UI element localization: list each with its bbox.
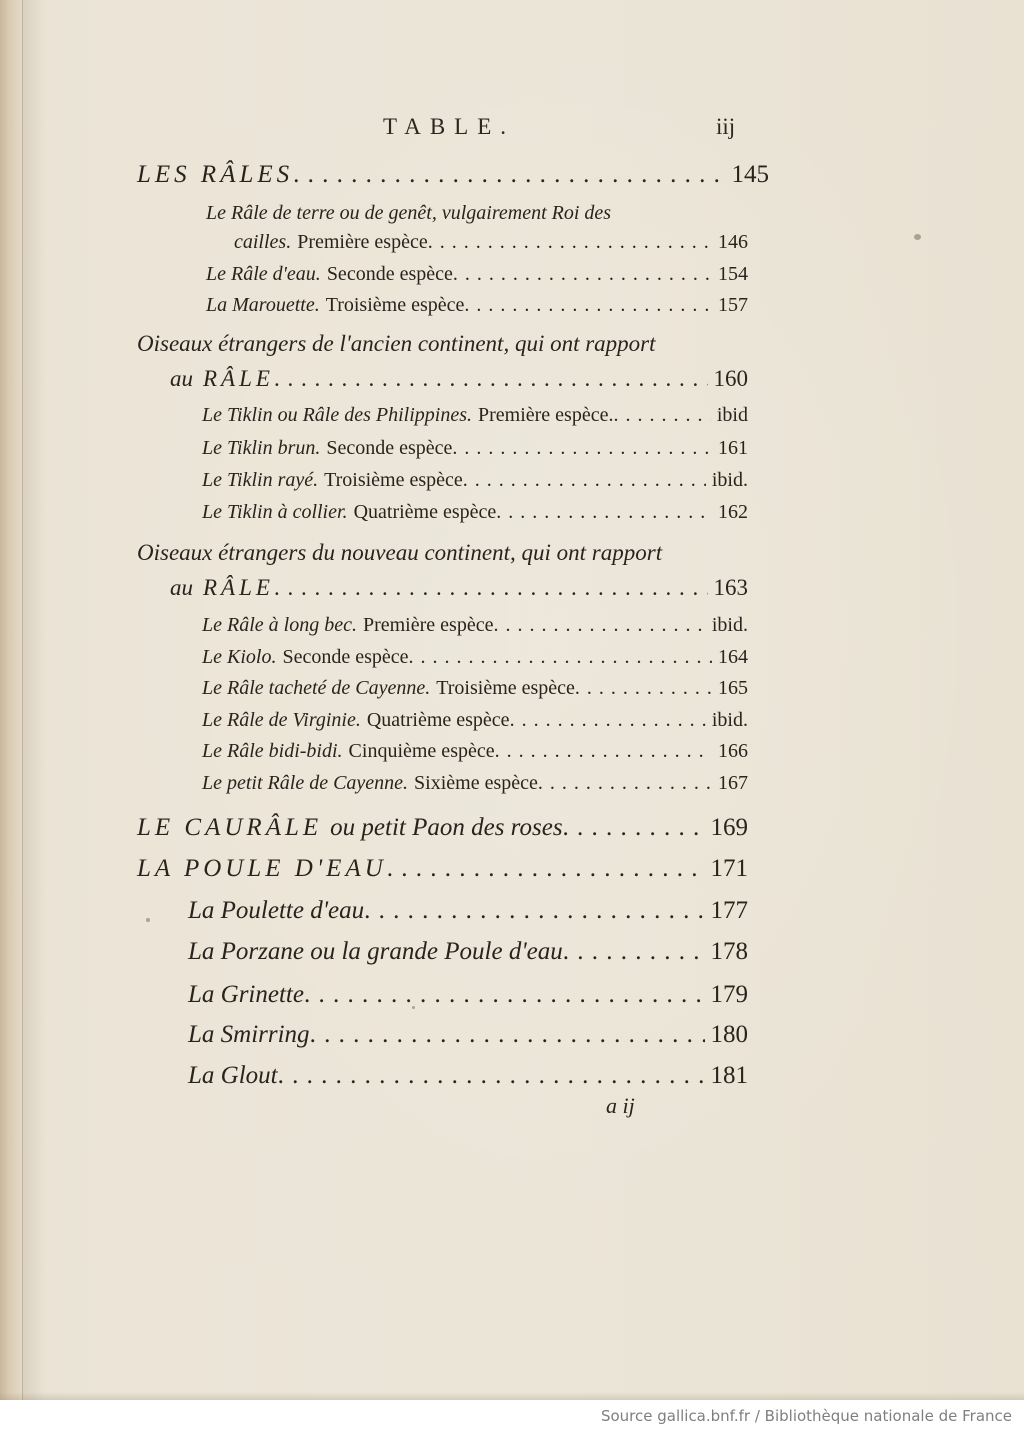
page-number: 178 xyxy=(710,938,748,965)
toc-entry xyxy=(202,614,748,637)
toc-section-heading xyxy=(170,366,748,392)
leader-dots xyxy=(563,814,705,842)
entry-name: La Porzane ou la grande Poule d'eau xyxy=(188,938,563,965)
entry-name: Le petit Râle de Cayenne. xyxy=(202,772,409,794)
toc-entry xyxy=(188,1021,748,1049)
page-number: 163 xyxy=(713,575,748,600)
leader-dots xyxy=(510,709,706,732)
toc-section-heading xyxy=(137,814,748,842)
section-title-keyword: RÂLE xyxy=(203,366,274,391)
toc-entry xyxy=(206,294,748,317)
entry-species: Quatrième espèce xyxy=(353,501,497,523)
toc-section-heading xyxy=(170,575,748,601)
page-number: 166 xyxy=(718,740,748,762)
leader-dots xyxy=(575,677,712,700)
page-number: 179 xyxy=(710,981,748,1008)
leader-dots xyxy=(613,404,710,427)
leader-dots xyxy=(364,897,704,925)
entry-species: Seconde espèce xyxy=(282,646,409,668)
leader-dots xyxy=(463,469,706,492)
leader-dots xyxy=(538,772,712,795)
entry-name: Le Râle à long bec. xyxy=(202,614,357,636)
toc-entry xyxy=(188,938,748,966)
entry-name: La Grinette xyxy=(188,981,304,1008)
toc-entry xyxy=(188,1062,748,1090)
entry-species: Seconde espèce xyxy=(326,263,453,285)
source-footer xyxy=(0,1400,1024,1433)
entry-species: Sixième espèce xyxy=(414,772,538,794)
entry-name: cailles. xyxy=(234,231,292,253)
page-number: 154 xyxy=(718,263,748,285)
entry-species: Troisième espèce xyxy=(324,469,463,491)
toc-entry xyxy=(202,740,748,763)
toc-entry xyxy=(234,231,748,254)
entry-species: Quatrième espèce xyxy=(366,709,510,731)
toc-entry xyxy=(188,897,748,925)
page-number: 146 xyxy=(718,231,748,253)
entry-name: La Poulette d'eau xyxy=(188,897,365,924)
entry-species: Première espèce. xyxy=(477,404,614,426)
entry-name: Le Râle d'eau. xyxy=(206,263,321,285)
toc-section-heading xyxy=(137,855,748,883)
page-number: 145 xyxy=(731,161,769,188)
section-title-rest: ou petit Paon des roses xyxy=(330,814,563,841)
section-title: LES RÂLES xyxy=(137,161,294,188)
toc-entry-line xyxy=(206,202,748,225)
header-title: TABLE. xyxy=(383,114,516,139)
entry-name: La Marouette. xyxy=(206,294,320,316)
entry-name: Le Râle bidi-bidi. xyxy=(202,740,343,762)
page-number: 157 xyxy=(718,294,748,316)
leader-dots xyxy=(304,981,705,1009)
section-title-keyword: LE CAURÂLE xyxy=(137,814,323,841)
entry-name: Le Tiklin brun. xyxy=(202,437,321,459)
section-title: LA POULE D'EAU xyxy=(137,855,387,882)
leader-dots xyxy=(453,263,712,286)
leader-dots xyxy=(274,575,708,601)
toc-entry xyxy=(202,772,748,795)
leader-dots xyxy=(563,938,705,966)
toc-section-heading xyxy=(137,161,769,189)
entry-name: Le Tiklin rayé. xyxy=(202,469,319,491)
entry-name: Le Kiolo. xyxy=(202,646,277,668)
page-number: ibid xyxy=(716,404,748,426)
leader-dots xyxy=(464,294,712,317)
entry-species: Première espèce xyxy=(297,231,428,253)
page-number: 177 xyxy=(710,897,748,924)
section-title-prefix: au xyxy=(170,366,193,391)
entry-name: Le Râle de Virginie. xyxy=(202,709,361,731)
toc-entry xyxy=(202,469,748,492)
page-number: 162 xyxy=(718,501,748,523)
entry-name: La Smirring xyxy=(188,1021,310,1048)
leader-dots xyxy=(409,646,713,669)
entry-name: Le Tiklin ou Râle des Philippines. xyxy=(202,404,472,426)
page-number: 161 xyxy=(718,437,748,459)
entry-name: Le Tiklin à collier. xyxy=(202,501,348,523)
page-number: 171 xyxy=(710,855,748,882)
toc-section-heading-line xyxy=(137,331,769,357)
page-number: ibid. xyxy=(711,614,748,636)
entry-species: Troisième espèce xyxy=(436,677,575,699)
toc-section-heading-line xyxy=(137,540,769,566)
toc-entry xyxy=(202,677,748,700)
header-page-number: iij xyxy=(716,114,736,139)
entry-name: La Glout xyxy=(188,1062,278,1089)
toc-entry xyxy=(202,437,748,460)
toc-entry xyxy=(202,404,748,427)
signature-mark: a ij xyxy=(606,1093,635,1118)
source-credit: Source gallica.bnf.fr / Bibliothèque nationale de France xyxy=(600,1407,1012,1425)
toc-entry xyxy=(202,709,748,732)
page-number: 169 xyxy=(710,814,748,841)
page-number: 167 xyxy=(718,772,748,794)
leader-dots xyxy=(278,1062,705,1090)
section-title: Oiseaux étrangers du nouveau continent, qui ont rapport xyxy=(137,540,663,565)
section-title-keyword: RÂLE xyxy=(203,575,274,600)
leader-dots xyxy=(293,161,725,189)
entry-species: Cinquième espèce xyxy=(348,740,495,762)
entry-species: Troisième espèce xyxy=(325,294,465,316)
section-title: Oiseaux étrangers de l'ancien continent, qui ont rapport xyxy=(137,331,656,356)
page-number: 164 xyxy=(718,646,748,668)
leader-dots xyxy=(495,740,712,763)
page-number: 180 xyxy=(710,1021,748,1048)
leader-dots xyxy=(310,1021,705,1049)
page-number: ibid. xyxy=(711,469,748,491)
leader-dots xyxy=(428,231,712,254)
entry-name: Le Râle de terre ou de genêt, vulgairement Roi des xyxy=(206,202,612,224)
leader-dots xyxy=(387,855,705,883)
page-number: 160 xyxy=(713,366,748,391)
toc-entry xyxy=(206,263,748,286)
entry-name: Le Râle tacheté de Cayenne. xyxy=(202,677,431,699)
leader-dots xyxy=(452,437,712,460)
entry-species: Première espèce xyxy=(362,614,494,636)
leader-dots xyxy=(496,501,712,524)
leader-dots xyxy=(493,614,705,637)
page-number: 181 xyxy=(710,1062,748,1089)
page-number: ibid. xyxy=(711,709,748,731)
toc-entry xyxy=(202,646,748,669)
section-title-prefix: au xyxy=(170,575,193,600)
page-number: 165 xyxy=(718,677,748,699)
toc-entry xyxy=(188,981,748,1009)
leader-dots xyxy=(274,366,708,392)
toc-entry xyxy=(202,501,748,524)
entry-species: Seconde espèce xyxy=(326,437,453,459)
